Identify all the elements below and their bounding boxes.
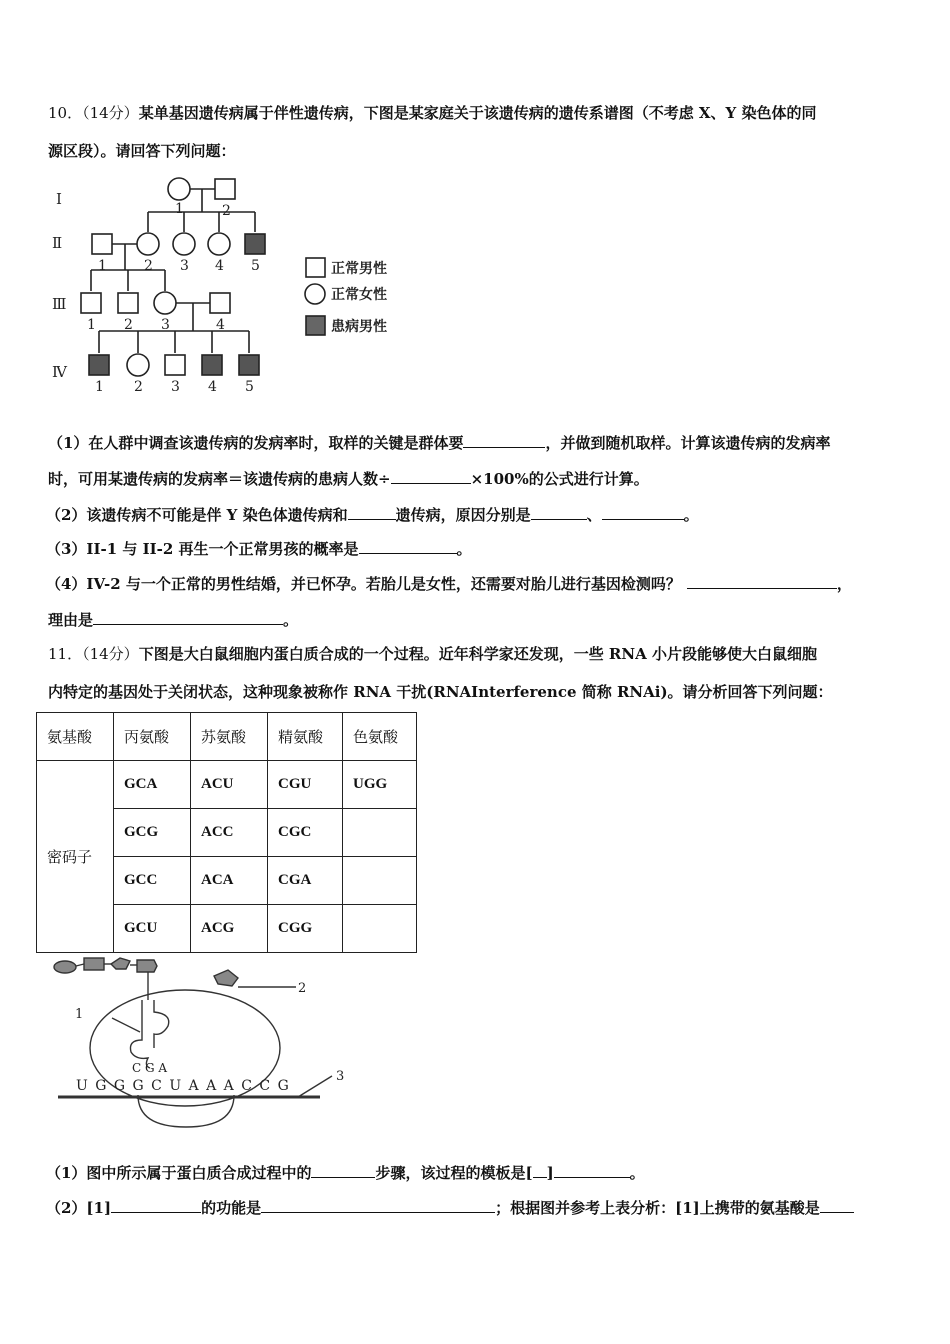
- q10-sub3-text-a: （3）II-1 与 II-2 再生一个正常男孩的概率是: [46, 540, 359, 558]
- q10-sub4-line1: [46, 573, 852, 594]
- q10-stem-1: 某单基因遗传病属于伴性遗传病，下图是某家庭关于该遗传病的遗传系谱图（不考虑 X、Y 染色体的同: [138, 104, 817, 122]
- table-cell: GCG: [114, 809, 191, 857]
- q10-sub1-line1: [48, 432, 830, 453]
- table-cell: ACC: [191, 809, 268, 857]
- table-cell: CGG: [268, 905, 343, 953]
- q10-sub4-text-b: ，: [836, 575, 852, 593]
- II-5-affected-male: [245, 234, 265, 254]
- q10-sub2-blank-1[interactable]: [348, 504, 396, 520]
- table-cell: ACA: [191, 857, 268, 905]
- num-III-4: 4: [216, 317, 225, 333]
- table-cell: UGG: [343, 761, 417, 809]
- q10-sub3-blank[interactable]: [359, 538, 457, 554]
- legend-male-label: 正常男性: [331, 261, 387, 277]
- num-IV-1: 1: [95, 379, 104, 395]
- num-II-4: 4: [215, 258, 224, 274]
- q10-sub1-text-a: （1）在人群中调查该遗传病的发病率时，取样的关键是群体要: [48, 434, 464, 452]
- q11-sub1-blank-3[interactable]: [554, 1162, 630, 1178]
- table-header: 氨基酸: [37, 713, 114, 761]
- num-IV-2: 2: [134, 379, 143, 395]
- amino-acid-1: [54, 961, 76, 973]
- pedigree-chart: [40, 168, 420, 404]
- num-II-2: 2: [144, 258, 153, 274]
- num-I-2: 2: [222, 203, 231, 219]
- num-II-1: 1: [98, 258, 107, 274]
- num-III-1: 1: [87, 317, 96, 333]
- q10-line-1: [48, 102, 816, 123]
- legend-affected-label: 患病男性: [331, 319, 387, 335]
- q10-sub1-text-c: 时，可用某遗传病的发病率＝该遗传病的患病人数÷: [48, 470, 391, 488]
- table-header: 苏氨酸: [191, 713, 268, 761]
- q10-sub4-blank-1[interactable]: [687, 573, 837, 589]
- table-cell: ACG: [191, 905, 268, 953]
- q10-sub4-text-a: （4）IV-2 与一个正常的男性结婚，并已怀孕。若胎儿是女性，还需要对胎儿进行基因检测吗？: [46, 575, 681, 593]
- II-3-female: [173, 233, 195, 255]
- q10-sub4-line2: [48, 609, 298, 630]
- IV-5-affected-male: [239, 355, 259, 375]
- q11-sub2-text-a: （2）[1]: [46, 1199, 112, 1217]
- q11-line-2: 内特定的基因处于关闭状态，这种现象被称作 RNA 干扰(RNAInterference 简称 RNAi)。请分析回答下列问题：: [48, 683, 833, 701]
- IV-1-affected-male: [89, 355, 109, 375]
- table-cell: ACU: [191, 761, 268, 809]
- q10-sub3: [46, 538, 472, 559]
- III-1-male: [81, 293, 101, 313]
- gen-label-IV: Ⅳ: [52, 363, 67, 381]
- table-header: 精氨酸: [268, 713, 343, 761]
- free-amino-acid: [214, 970, 238, 986]
- q11-number: 11．: [48, 645, 83, 663]
- mrna-bases: U G G G C U A A A C C G: [76, 1078, 291, 1094]
- q10-points: （14分）: [82, 104, 139, 122]
- q11-line-1: [48, 643, 817, 664]
- q10-sub1-line2: [48, 468, 649, 489]
- amino-acid-3: [111, 958, 130, 969]
- q11-sub1-text-b: 步骤，该过程的模板是[: [375, 1164, 533, 1182]
- table-cell: GCC: [114, 857, 191, 905]
- q10-sub4-text-d: 。: [283, 611, 299, 629]
- q10-sub4-text-c: 理由是: [48, 611, 94, 629]
- q11-sub1: [46, 1162, 645, 1183]
- trna: [130, 1000, 150, 1068]
- q11-sub1-blank-1[interactable]: [311, 1162, 375, 1178]
- table-cell: CGU: [268, 761, 343, 809]
- q10-sub1-blank-2[interactable]: [391, 468, 471, 484]
- q11-sub2-blank-1[interactable]: [111, 1197, 201, 1213]
- legend-male-icon: [306, 258, 325, 277]
- num-III-3: 3: [161, 317, 170, 333]
- table-cell: GCA: [114, 761, 191, 809]
- q11-sub2-blank-3[interactable]: [820, 1197, 854, 1213]
- legend-affected-icon: [306, 316, 325, 335]
- num-II-3: 3: [180, 258, 189, 274]
- q10-sub2-text-a: （2）该遗传病不可能是伴 Y 染色体遗传病和: [46, 506, 348, 524]
- table-cell: [343, 809, 417, 857]
- q10-line-2: 源区段）。请回答下列问题：: [48, 142, 236, 160]
- table-cell: GCU: [114, 905, 191, 953]
- IV-4-affected-male: [202, 355, 222, 375]
- q10-sub3-text-b: 。: [456, 540, 472, 558]
- q10-sub4-blank-2[interactable]: [93, 609, 283, 625]
- IV-3-male: [165, 355, 185, 375]
- amino-acid-2: [84, 958, 104, 970]
- II-2-female: [137, 233, 159, 255]
- legend-female-icon: [305, 284, 325, 304]
- q10-sub2-blank-3[interactable]: [602, 504, 684, 520]
- diagram-label-1: 1: [75, 1007, 84, 1022]
- q10-sub1-blank-1[interactable]: [463, 432, 545, 448]
- III-4-male: [210, 293, 230, 313]
- q10-sub1-text-b: ，并做到随机取样。计算该遗传病的发病率: [545, 434, 831, 452]
- table-row: [37, 761, 417, 809]
- diagram-label-3: 3: [336, 1069, 345, 1084]
- III-2-male: [118, 293, 138, 313]
- III-3-female: [154, 292, 176, 314]
- num-II-5: 5: [251, 258, 260, 274]
- ribosome-small-subunit: [138, 1095, 234, 1127]
- anticodon: C G A: [132, 1061, 168, 1075]
- table-cell: [343, 857, 417, 905]
- table-cell: CGA: [268, 857, 343, 905]
- q11-sub2-blank-2[interactable]: [261, 1197, 495, 1213]
- q10-sub2-text-c: 、: [586, 506, 602, 524]
- num-III-2: 2: [124, 317, 133, 333]
- translation-diagram: [48, 952, 368, 1132]
- num-IV-4: 4: [208, 379, 217, 395]
- q10-sub2: [46, 504, 699, 525]
- table-cell: [343, 905, 417, 953]
- q11-sub1-blank-2[interactable]: [533, 1162, 547, 1178]
- amino-acid-4: [137, 960, 157, 972]
- I-1-female: [168, 178, 190, 200]
- q11-sub2-text-b: 的功能是: [201, 1199, 262, 1217]
- diagram-label-2: 2: [298, 981, 307, 996]
- gen-label-III: Ⅲ: [52, 295, 67, 313]
- num-I-1: 1: [175, 201, 184, 217]
- table-header-row: [37, 713, 417, 761]
- q11-sub1-text-c: ]: [546, 1164, 554, 1182]
- table-header: 丙氨酸: [114, 713, 191, 761]
- table-header: 色氨酸: [343, 713, 417, 761]
- table-row-label: 密码子: [37, 761, 114, 953]
- q11-stem-1: 下图是大白鼠细胞内蛋白质合成的一个过程。近年科学家还发现，一些 RNA 小片段能够使大白鼠细胞: [138, 645, 817, 663]
- q10-sub1-text-d: ×100%的公式进行计算。: [470, 470, 649, 488]
- I-2-male: [215, 179, 235, 199]
- q11-sub1-text-a: （1）图中所示属于蛋白质合成过程中的: [46, 1164, 312, 1182]
- q10-sub2-blank-2[interactable]: [531, 504, 587, 520]
- gen-label-II: Ⅱ: [52, 234, 63, 252]
- q11-points: （14分）: [82, 645, 139, 663]
- gen-label-I: Ⅰ: [56, 190, 62, 208]
- table-cell: CGC: [268, 809, 343, 857]
- IV-2-female: [127, 354, 149, 376]
- q11-sub1-text-d: 。: [629, 1164, 645, 1182]
- q11-sub2: [46, 1197, 854, 1218]
- num-IV-5: 5: [245, 379, 254, 395]
- q10-number: 10．: [48, 104, 83, 122]
- num-IV-3: 3: [171, 379, 180, 395]
- q10-sub2-text-b: 遗传病，原因分别是: [395, 506, 531, 524]
- legend-female-label: 正常女性: [331, 287, 387, 303]
- II-4-female: [208, 233, 230, 255]
- II-1-male: [92, 234, 112, 254]
- codon-table: [36, 712, 417, 953]
- q11-sub2-text-c: ；根据图并参考上表分析：[1]上携带的氨基酸是: [495, 1199, 820, 1217]
- q10-sub2-text-d: 。: [683, 506, 699, 524]
